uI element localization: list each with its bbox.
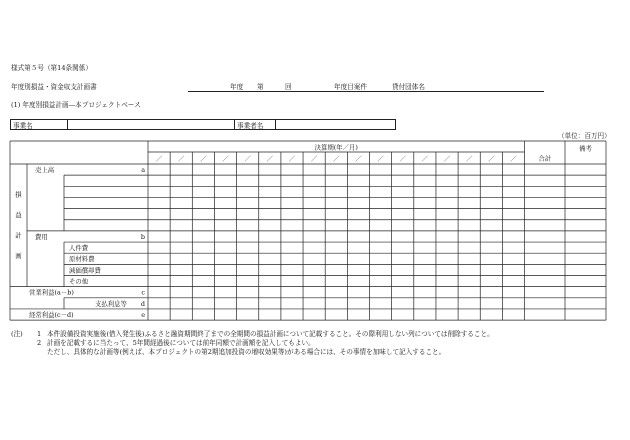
period-cell-slash: ／ <box>399 154 406 163</box>
period-cell-slash: ／ <box>510 154 517 163</box>
lender-label: 貸付団体名 <box>392 83 425 91</box>
row-label: 支払利息等 <box>95 299 127 308</box>
period-cell-slash: ／ <box>443 154 451 163</box>
row-label: 費用 <box>35 232 48 241</box>
row-label: 減価償却費 <box>69 266 101 275</box>
note-1-number: 1 <box>37 330 42 338</box>
note-3: ただし、具体的な計画等(例えば、本プロジェクトの第2期追加投資の増収効果等)がある場合には、その事情を加味して記入すること。 <box>47 348 446 356</box>
row-mark: c <box>141 288 145 297</box>
row-label: 経常利益(c－d) <box>29 310 74 319</box>
group-label-char: 計 <box>15 231 22 240</box>
notes-prefix: (注) <box>11 330 23 338</box>
row-label: 営業利益(a－b) <box>29 288 74 297</box>
period-cell-slash: ／ <box>488 154 495 163</box>
row-mark: d <box>140 299 145 308</box>
row-label: その他 <box>69 277 89 286</box>
row-label: 人件費 <box>69 244 89 253</box>
case-label: 年度目案件 <box>334 83 367 91</box>
operator-name-label: 事業者名 <box>237 121 264 130</box>
group-label-char: 益 <box>15 211 22 220</box>
round-label: 回 <box>285 83 292 91</box>
note-1: 本件設備投資実施後(借入発生後)ふるさと融資期間終了までの全期間の損益計画について記載すること。その際利用しない列については削除すること。 <box>47 330 494 338</box>
period-cell-slash: ／ <box>266 154 274 163</box>
period-label: 第 <box>257 83 264 91</box>
group-label-char: 損 <box>15 190 22 199</box>
period-cell-slash: ／ <box>310 154 318 163</box>
period-cell-slash: ／ <box>288 154 296 163</box>
section-title: (1) 年度別損益計画―本プロジェクトベース <box>11 101 141 109</box>
period-cell-slash: ／ <box>377 154 384 163</box>
form-title: 年度別損益・資金収支計画書 <box>11 83 97 91</box>
row-mark: a <box>141 166 145 174</box>
period-cell-slash: ／ <box>421 154 429 163</box>
row-mark: b <box>140 232 145 241</box>
group-label-char: 画 <box>15 251 22 260</box>
total-header: 合計 <box>538 154 552 163</box>
note-2: 計画を記載するに当たって、5年間経過後については前年同額で計画額を記入してもよい。 <box>47 339 315 347</box>
unit-label: （単位：百万円） <box>558 132 611 140</box>
form-number: 様式第５号（第14条関係） <box>11 64 92 72</box>
row-label: 原材料費 <box>69 255 95 264</box>
business-name-label: 事業名 <box>13 121 33 130</box>
period-cell-slash: ／ <box>355 154 362 163</box>
settlement-period-header: 決算期(年／月) <box>314 143 358 152</box>
period-cell-slash: ／ <box>155 154 163 163</box>
remarks-header: 備考 <box>579 144 592 153</box>
period-cell-slash: ／ <box>465 154 473 163</box>
period-cell-slash: ／ <box>333 154 340 163</box>
period-cell-slash: ／ <box>200 154 207 163</box>
period-cell-slash: ／ <box>222 154 229 163</box>
note-2-number: 2 <box>37 339 42 347</box>
period-cell-slash: ／ <box>244 154 251 163</box>
year-label: 年度 <box>230 83 244 91</box>
period-cell-slash: ／ <box>178 154 185 163</box>
row-label: 売上高 <box>35 166 55 174</box>
row-mark: e <box>141 310 145 319</box>
